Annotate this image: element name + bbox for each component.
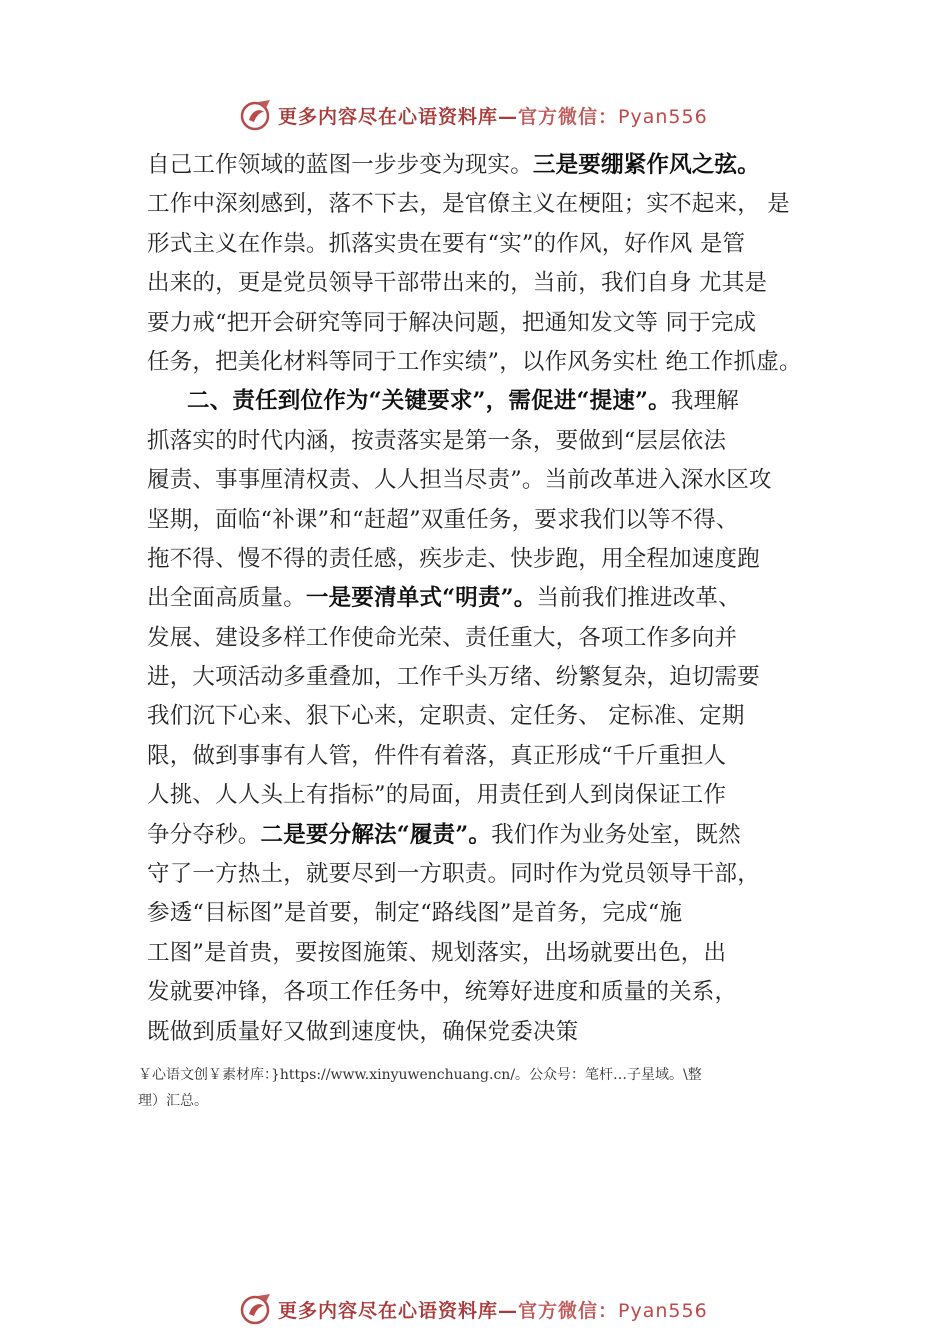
text-line: 发就要冲锋，各项工作任务中，统筹好进度和质量的关系， <box>147 979 738 1006</box>
text-line: 出来的，更是党员领导干部带出来的，当前，我们自身 尤其是 <box>147 270 768 297</box>
footnote-line-2: 理）汇总。 <box>138 1093 208 1109</box>
text-line: 履责、事事厘清权责、人人担当尽责”。当前改革进入深水区攻 <box>147 467 772 494</box>
header-banner <box>0 96 950 136</box>
banner-wx-id: Pyan556 <box>618 106 708 128</box>
text-line: 抓落实的时代内涵，按责落实是第一条，要做到“层层依法 <box>147 427 727 454</box>
text-line: 守了一方热土，就要尽到一方职责。同时作为党员领导干部， <box>147 861 760 888</box>
text-line: 参透“目标图”是首要，制定“路线图”是首务，完成“施 <box>147 900 683 927</box>
footnote-line-1: ￥心语文创￥素材库：}https://www.xinyuwenchuang.cn/。公众号：笔杆…子星域。\整 <box>138 1067 702 1083</box>
text-line: 工作中深刻感到，落不下去，是官僚主义在梗阻；实不起来， 是 <box>147 191 790 218</box>
banner-wx-id: Pyan556 <box>618 1300 708 1322</box>
text-line: 要力戒“把开会研究等同于解决问题，把通知发文等 同于完成 <box>147 309 757 336</box>
banner-wx-label: 官方微信： <box>518 1300 619 1322</box>
banner-title: 更多内容尽在心语资料库 <box>278 106 499 128</box>
source-footnote <box>138 1062 838 1114</box>
text-line: 人挑、人人头上有指标”的局面，用责任到人到岗保证工作 <box>147 782 727 809</box>
text-line: 坚期，面临“补课”和“赶超”双重任务，要求我们以等不得、 <box>147 506 739 533</box>
banner-text <box>278 102 708 129</box>
document-body <box>147 146 847 1052</box>
text-line: 拖不得、慢不得的责任感，疾步走、快步跑，用全程加速度跑 <box>147 545 760 572</box>
brand-logo-icon <box>240 98 274 132</box>
text-line: 出全面高质量。一是要清单式“明责”。当前我们推进改革、 <box>147 585 741 612</box>
banner-dash: — <box>498 1300 519 1322</box>
banner-wx-label: 官方微信： <box>518 106 619 128</box>
text-line: 既做到质量好又做到速度快，确保党委决策 <box>147 1018 579 1045</box>
brand-logo-icon <box>240 1292 274 1326</box>
section-heading-line: 二、责任到位作为“关键要求”，需促进“提速”。我理解 <box>187 388 739 415</box>
text-line: 我们沉下心来、狠下心来，定职责、定任务、 定标准、定期 <box>147 703 745 730</box>
banner-text <box>278 1296 708 1323</box>
text-line: 工图”是首贵，要按图施策、规划落实，出场就要出色，出 <box>147 939 727 966</box>
text-line: 形式主义在作祟。抓落实贵在要有“实”的作风，好作风 是管 <box>147 230 746 257</box>
banner-title: 更多内容尽在心语资料库 <box>278 1300 499 1322</box>
banner-dash: — <box>498 106 519 128</box>
text-line: 自己工作领域的蓝图一步步变为现实。三是要绷紧作风之弦。 <box>147 152 760 178</box>
text-line: 发展、建设多样工作使命光荣、责任重大，各项工作多向并 <box>147 624 738 651</box>
text-line: 任务，把美化材料等同于工作实绩”，以作风务实杜 绝工作抓虚。 <box>147 348 802 375</box>
text-line: 争分夺秒。二是要分解法“履责”。我们作为业务处室，既然 <box>147 821 741 848</box>
footer-banner <box>0 1290 950 1330</box>
text-line: 限，做到事事有人管，件件有着落，真正形成“千斤重担人 <box>147 742 727 769</box>
text-line: 进，大项活动多重叠加，工作千头万绪、纷繁复杂，迫切需要 <box>147 664 760 691</box>
